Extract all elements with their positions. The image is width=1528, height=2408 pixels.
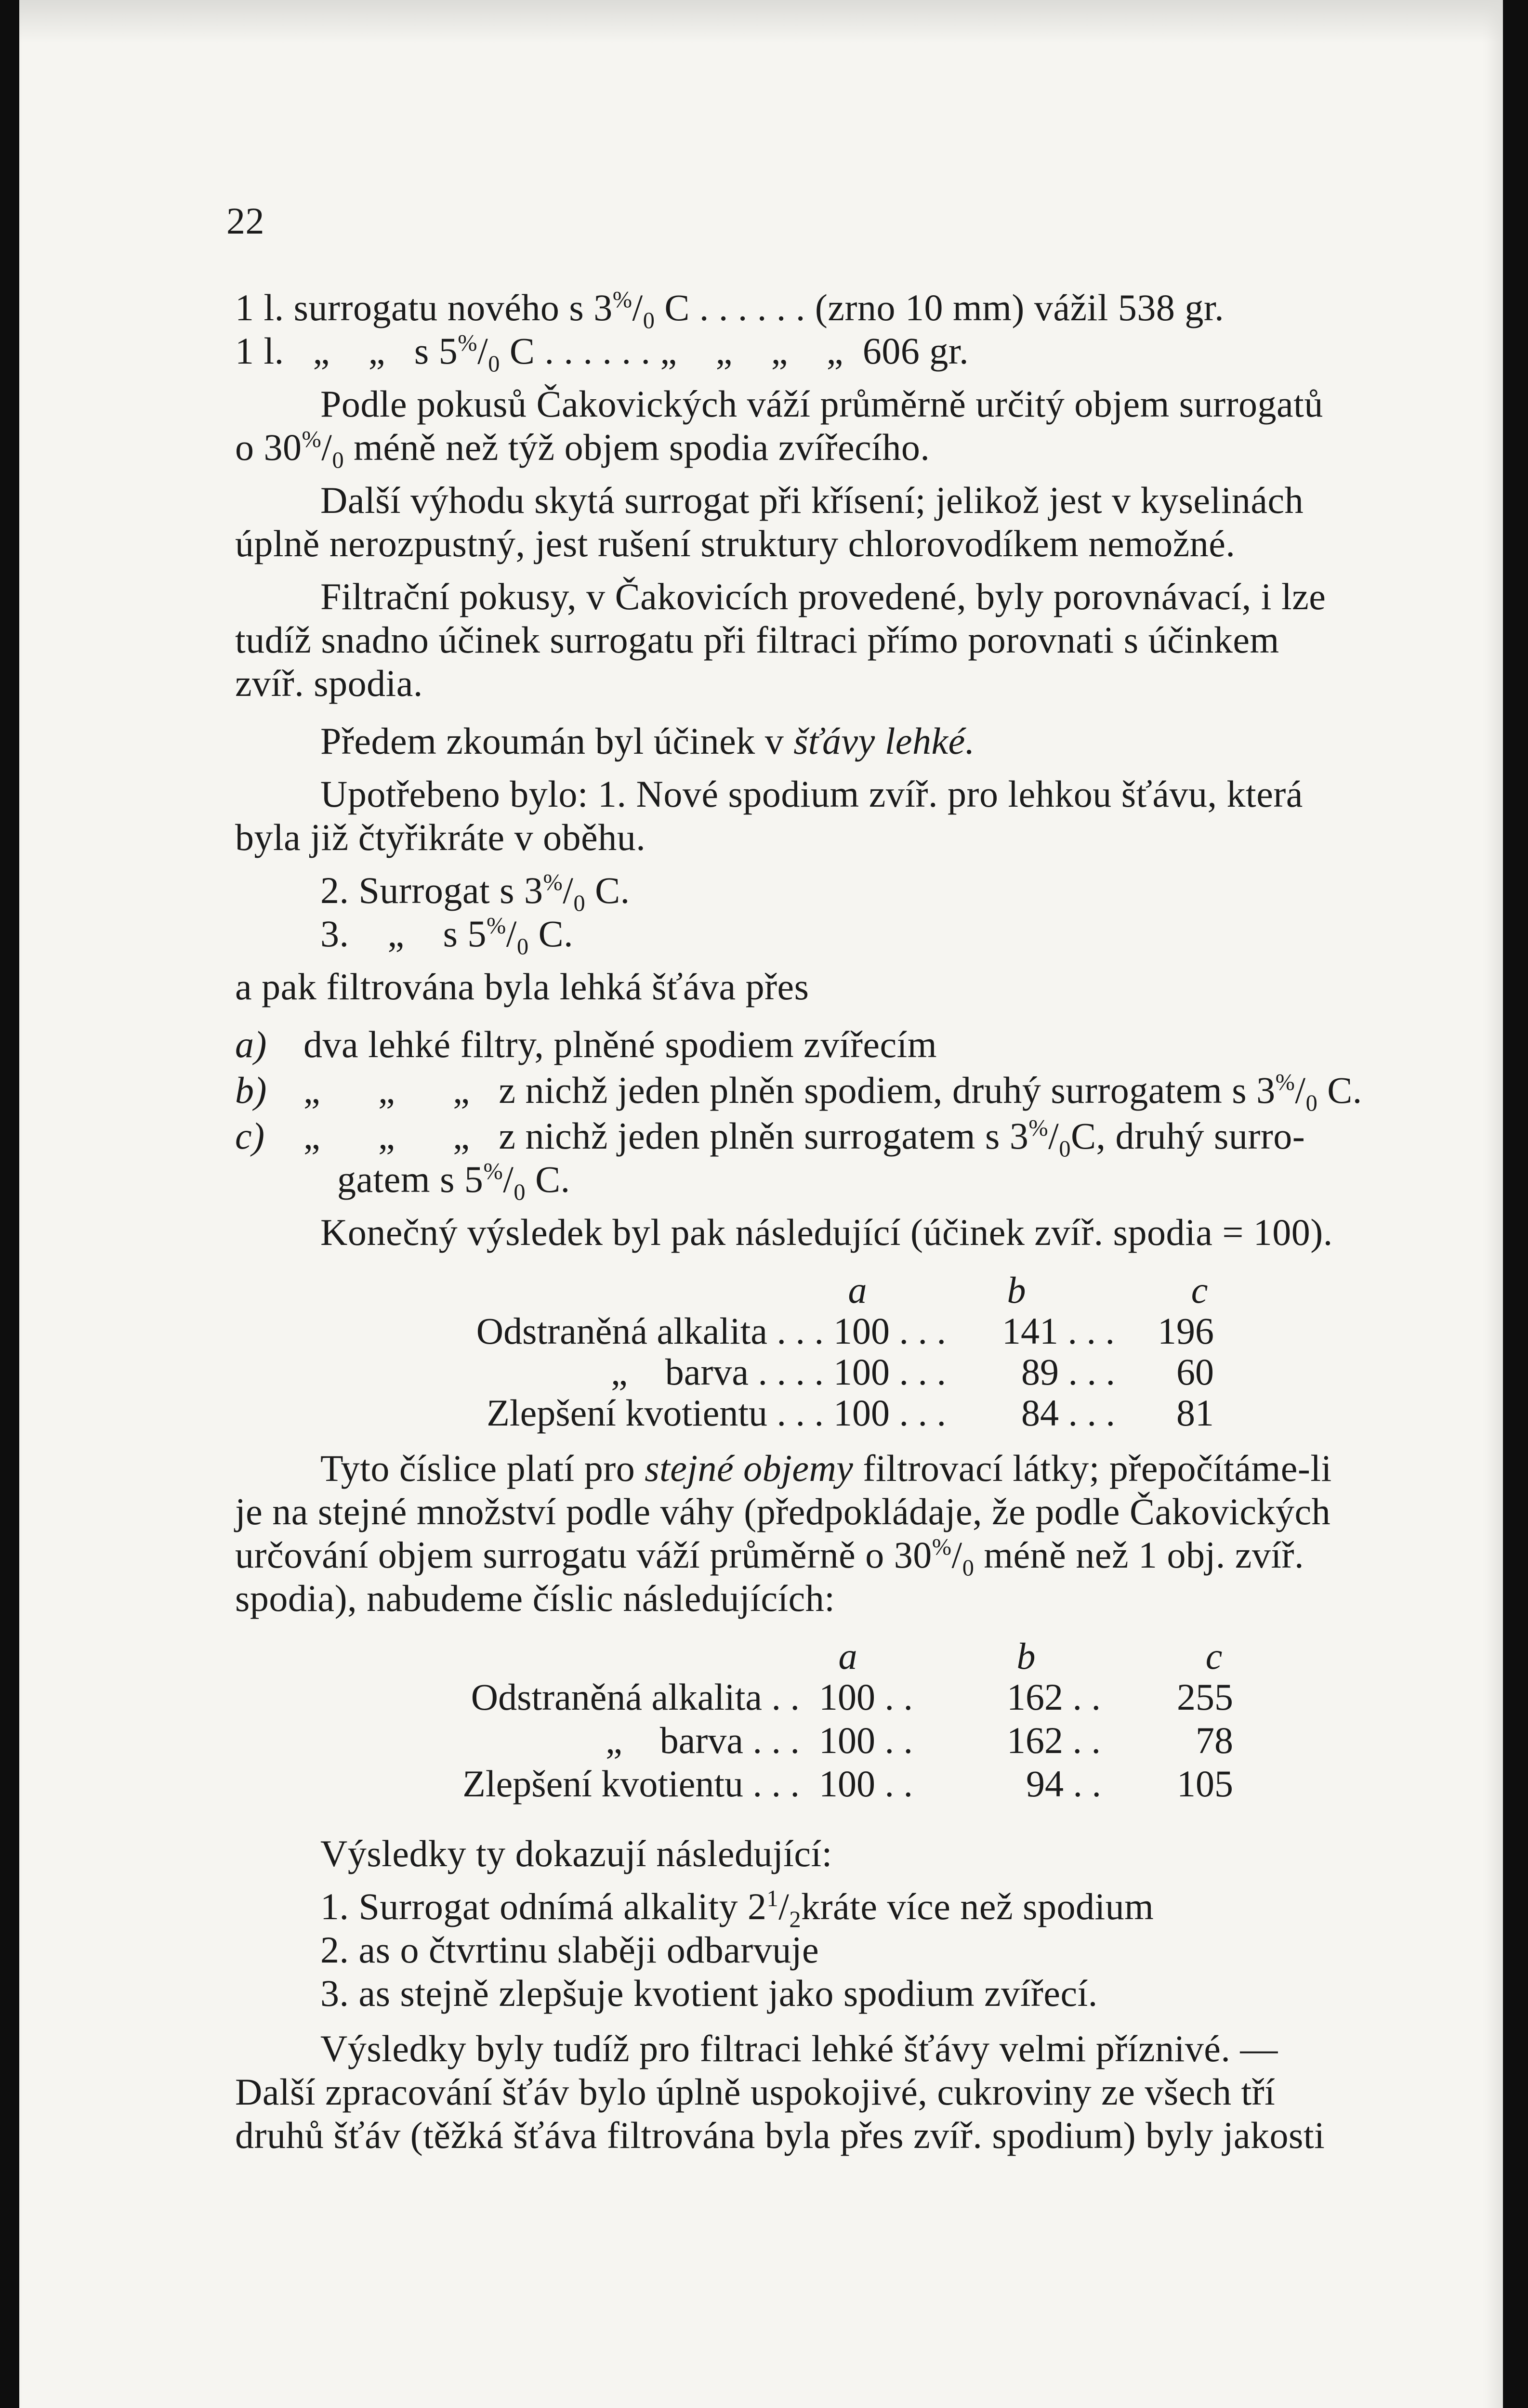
table1-cell-c: 81 <box>1176 1392 1214 1434</box>
table1-cell-c: 196 <box>1158 1310 1214 1352</box>
table1-cell-b: 89 . . . <box>1021 1351 1115 1393</box>
table1-header-a: a <box>848 1269 867 1311</box>
table2-cell-c: 78 <box>1196 1719 1233 1761</box>
filter-a-text: dva lehké filtry, plněné spodiem zvířecím <box>303 1023 937 1065</box>
paragraph-line: Podle pokusů Čakovických váží průměrně určitý objem surrogatů <box>320 383 1323 425</box>
table2-row-label: Zlepšení kvotientu . . . <box>462 1763 800 1805</box>
tyto-line-3: určování objem surrogatu váží průměrně o $30^{\%}/_0$ méně než 1 obj. zvíř. <box>235 1534 1304 1581</box>
conclusion-1: 1. Surrogat odnímá alkality $2^1/_2kráte$ více než spodium <box>320 1885 1154 1933</box>
page-top-shadow <box>19 0 1503 43</box>
filtrovana-line: a pak filtrována byla lehká šťáva přes <box>235 966 809 1008</box>
table2-row-label: „ barva . . . <box>606 1719 800 1761</box>
konecny-line: Konečný výsledek byl pak následující (účinek zvíř. spodia = 100). <box>320 1211 1333 1253</box>
upotrebeno-item-2: 2. Surrogat s $3^{\%}/_0$ C. <box>320 869 630 916</box>
filter-c-continuation: gatem s $5^{\%}/_0$ C. <box>337 1158 570 1205</box>
table1-cell-c: 60 <box>1176 1351 1214 1393</box>
table1-header-b: b <box>1007 1269 1026 1311</box>
tyto-line-4: spodia), nabudeme číslic následujících: <box>235 1577 835 1619</box>
paragraph-line: Další výhodu skytá surrogat při křísení; jelikož jest v kyselinách <box>320 479 1304 521</box>
table2-cell-c: 105 <box>1177 1763 1233 1805</box>
table1-cell-b: 84 . . . <box>1021 1392 1115 1434</box>
table2-cell-c: 255 <box>1177 1676 1233 1718</box>
table2-cell-b: 162 . . <box>1007 1719 1101 1761</box>
filter-b-label: b) <box>235 1069 267 1111</box>
filter-c-text: „ „ „ z nichž jeden plněn surrogatem s $3^{\%}/_0C$, druhý surro- <box>303 1115 1305 1162</box>
tyto-line-1: Tyto číslice platí pro stejné objemy filtrovací látky; přepočítáme-li <box>320 1447 1332 1489</box>
intro-line-2: 1 l. „ „ s $5^{\%}/_0$ C . . . . . . „ „ „ „ 606 gr. <box>235 330 969 377</box>
predem-line: Předem zkoumán byl účinek v šťávy lehké. <box>320 720 975 762</box>
filter-b-text: „ „ „ z nichž jeden plněn spodiem, druhý surrogatem s $3^{\%}/_0$ C. <box>303 1069 1362 1116</box>
table2-header-b: b <box>1016 1635 1036 1677</box>
table1-cell-a: 100 . . . <box>833 1310 946 1352</box>
paragraph-line: Filtrační pokusy, v Čakovicích provedené, byly porovnávací, i lze <box>320 576 1326 617</box>
conclusion-3: 3. as stejně zlepšuje kvotient jako spodium zvířecí. <box>320 1972 1098 2014</box>
final-line-3: druhů šťáv (těžká šťáva filtrována byla přes zvíř. spodium) byly jakosti <box>235 2114 1325 2156</box>
upotrebeno-line-1: Upotřebeno bylo: 1. Nové spodium zvíř. pro lehkou šťávu, která <box>320 773 1303 815</box>
table1-cell-b: 141 . . . <box>1002 1310 1115 1352</box>
table1-row-label: Odstraněná alkalita . . . <box>476 1310 824 1352</box>
tyto-line-2: je na stejné množství podle váhy (předpokládaje, že podle Čakovických <box>235 1491 1331 1532</box>
table2-cell-a: 100 . . <box>819 1719 913 1761</box>
conclusion-2: 2. as o čtvrtinu slaběji odbarvuje <box>320 1929 819 1971</box>
final-line-1: Výsledky byly tudíž pro filtraci lehké šťávy velmi příznivé. — <box>320 2028 1278 2069</box>
table1-row-label: „ barva . . . . <box>611 1351 824 1393</box>
upotrebeno-item-3: 3. „ s $5^{\%}/_0$ C. <box>320 913 574 960</box>
book-page <box>19 0 1503 2408</box>
paragraph-line: o $30^{\%}/_0$ méně než týž objem spodia zvířecího. <box>235 426 930 473</box>
paragraph-line: tudíž snadno účinek surrogatu při filtraci přímo porovnati s účinkem <box>235 619 1279 661</box>
table2-header-c: c <box>1205 1635 1223 1677</box>
intro-line-1: 1 l. surrogatu nového s $3^{\%}/_0$ C . . . . . . (zrno 10 mm) vážil 538 gr. <box>235 287 1225 334</box>
paragraph-line: úplně nerozpustný, jest rušení struktury chlorovodíkem nemožné. <box>235 523 1236 564</box>
table2-header-a: a <box>838 1635 857 1677</box>
table2-cell-a: 100 . . <box>819 1676 913 1718</box>
page-number: 22 <box>226 200 264 242</box>
table2-row-label: Odstraněná alkalita . . <box>471 1676 800 1718</box>
table1-cell-a: 100 . . . <box>833 1351 946 1393</box>
table2-cell-a: 100 . . <box>819 1763 913 1805</box>
table2-cell-b: 94 . . <box>1026 1763 1101 1805</box>
paragraph-line: zvíř. spodia. <box>235 662 423 704</box>
upotrebeno-line-2: byla již čtyřikráte v oběhu. <box>235 816 646 858</box>
table1-row-label: Zlepšení kvotientu . . . <box>487 1392 824 1434</box>
table1-cell-a: 100 . . . <box>833 1392 946 1434</box>
filter-a-label: a) <box>235 1023 267 1065</box>
table2-cell-b: 162 . . <box>1007 1676 1101 1718</box>
vysledky-intro: Výsledky ty dokazují následující: <box>320 1832 832 1874</box>
filter-c-label: c) <box>235 1115 265 1157</box>
final-line-2: Další zpracování šťáv bylo úplně uspokojivé, cukroviny ze všech tří <box>235 2071 1276 2113</box>
table1-header-c: c <box>1191 1269 1208 1311</box>
